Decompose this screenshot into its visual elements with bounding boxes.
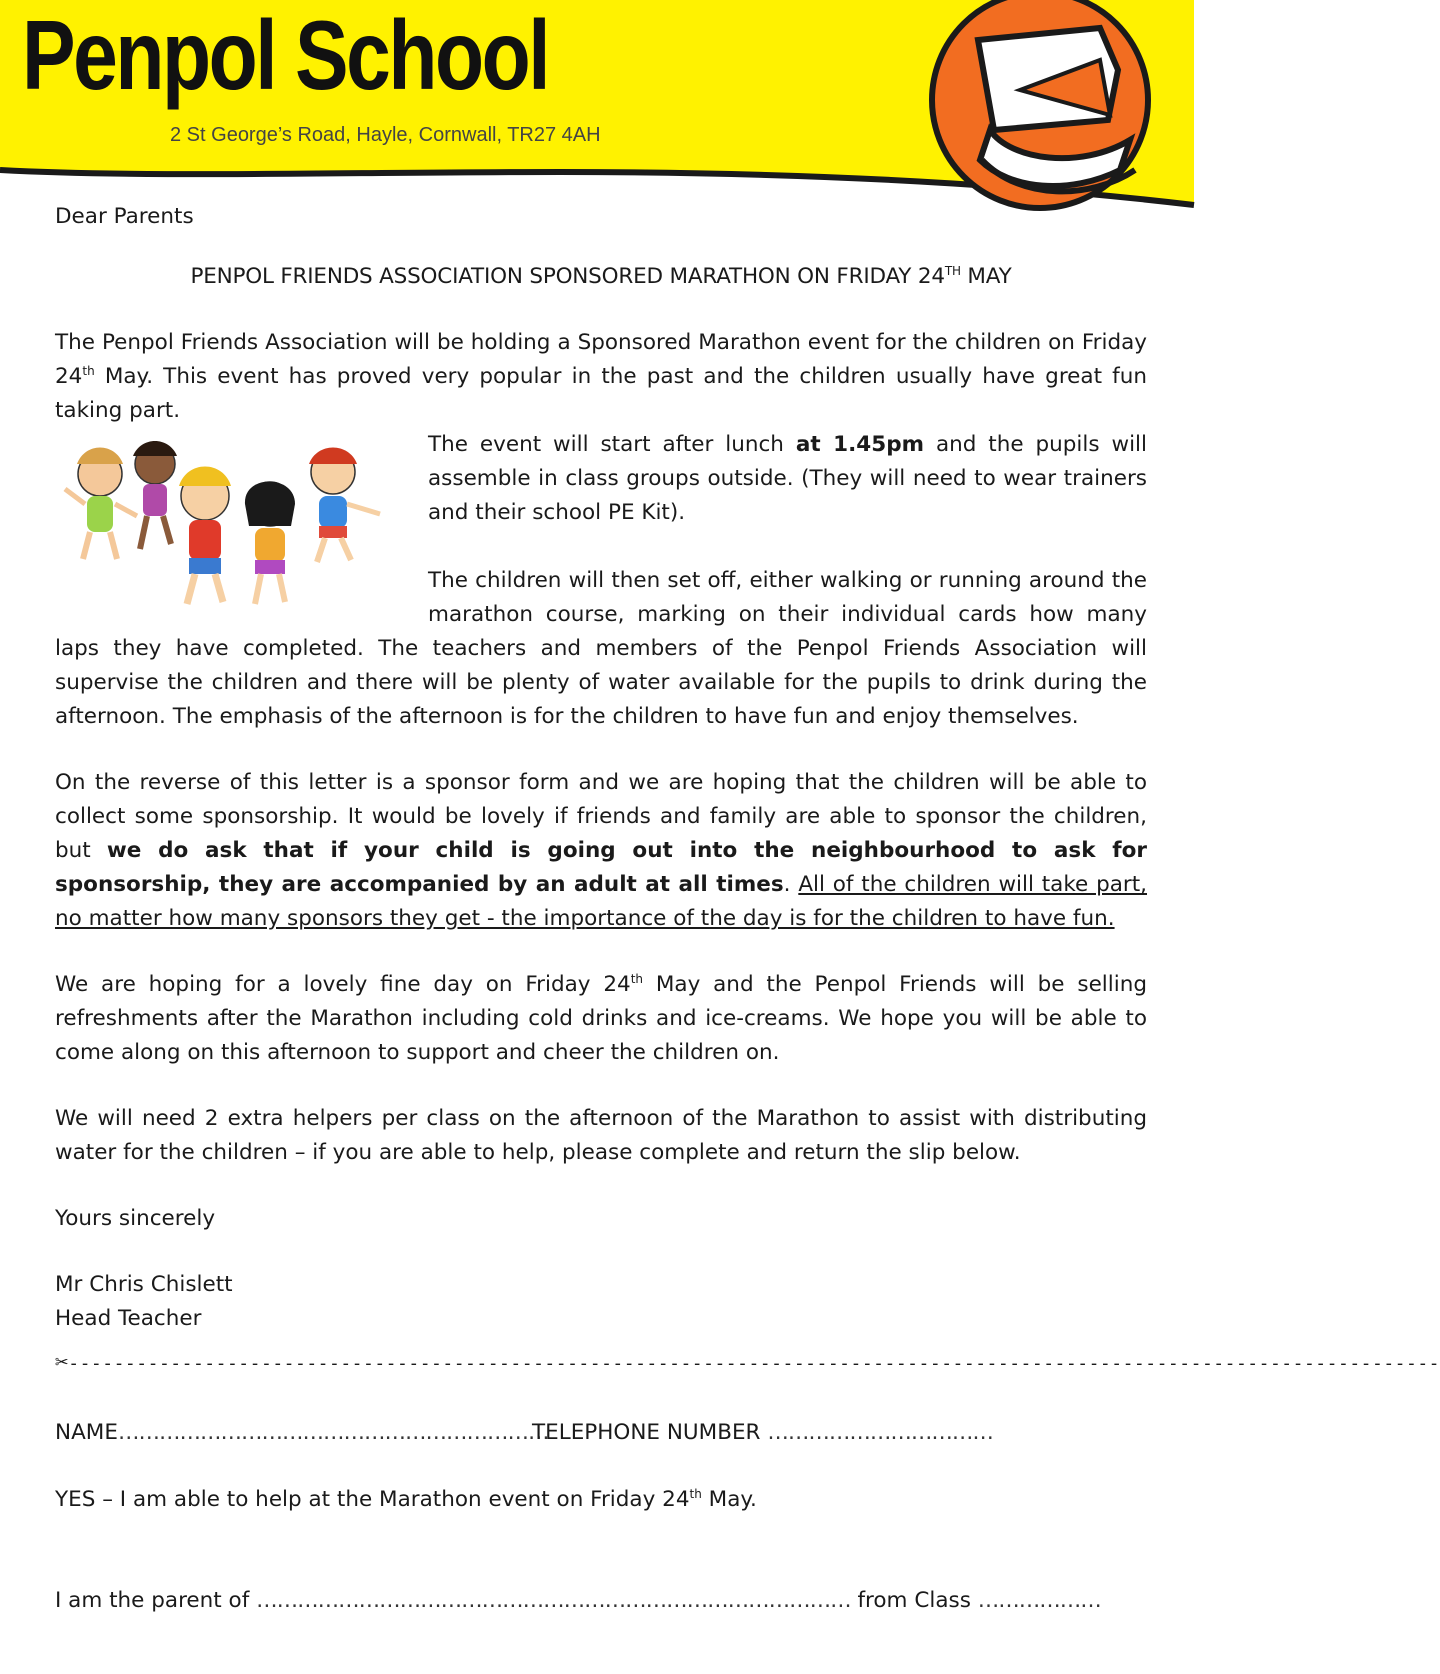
name-field[interactable]: ………………………………………………………	[117, 1420, 549, 1445]
phone-label: TELEPHONE NUMBER	[532, 1420, 761, 1445]
paragraph-sponsorship: On the reverse of this letter is a sponsor form and we are hoping that the children will be able to collect some sponsorship. It would be lovely if friends and family are able to sponsor the children, but we do ask that if your child is going out into the neighbourhood to ask for sponsorship, they are accompanied by an adult at all times. All of the children will take part, no matter how many sponsors they get - the importance of the day is for the children to have fun.	[55, 770, 1147, 931]
school-name: Penpol School	[22, 0, 549, 110]
phone-field[interactable]: ……………………………	[767, 1420, 993, 1445]
letterhead	[0, 0, 1194, 205]
paragraph-group-with-image	[55, 428, 1147, 734]
child-4	[245, 482, 295, 605]
signer-role: Head Teacher	[55, 1306, 202, 1331]
closing: Yours sincerely	[55, 1206, 216, 1231]
scissors-icon: ✂	[55, 1350, 69, 1375]
child-3	[179, 467, 231, 605]
paragraph-helpers: We will need 2 extra helpers per class on the afternoon of the Marathon to assist with distributing water for the children – if you are able to help, please complete and return the slip below.	[55, 1106, 1147, 1165]
child-5	[309, 448, 380, 563]
parent-label: I am the parent of	[55, 1588, 250, 1613]
paragraph-intro: The Penpol Friends Association will be holding a Sponsored Marathon event for the children on Friday 24th May. This event has proved very popular in the past and the children usually have great fun taking part.	[55, 330, 1147, 423]
letter-body	[55, 190, 1147, 1336]
school-logo	[932, 0, 1148, 208]
school-address: 2 St George’s Road, Hayle, Cornwall, TR27 4AH	[170, 124, 601, 146]
signer-name: Mr Chris Chislett	[55, 1272, 233, 1297]
slip-parent-row	[55, 1588, 1101, 1613]
running-children-illustration	[55, 434, 410, 619]
class-field[interactable]: ………………	[977, 1588, 1101, 1613]
cut-line	[55, 1350, 1440, 1380]
paragraph-start-time: The event will start after lunch at 1.45pm and the pupils will assemble in class groups outside. (They will need to wear trainers and their school PE Kit).	[428, 432, 1147, 525]
paragraph-refreshments: We are hoping for a lovely fine day on Friday 24th May and the Penpol Friends will be selling refreshments after the Marathon including cold drinks and ice-creams. We hope you will be able to come along on this afternoon to support and cheer the children on.	[55, 971, 1147, 1065]
parent-of-field[interactable]: ……………………………………………………………………………	[256, 1588, 851, 1613]
letter-title: PENPOL FRIENDS ASSOCIATION SPONSORED MARATHON ON FRIDAY 24TH MAY	[190, 263, 1012, 289]
slip-yes-row: YES – I am able to help at the Marathon event on Friday 24th May.	[55, 1486, 757, 1512]
slip-name-row	[55, 1420, 548, 1445]
paragraph-course: The children will then set off, either walking or running around the marathon course, marking on their individual cards how many laps they have completed. The teachers and members of the Penpol Friends Association will supervise the children and there will be plenty of water available for the pupils to drink during the afternoon. The emphasis of the afternoon is for the children to have fun and enjoy themselves.	[55, 568, 1147, 729]
name-label: NAME	[55, 1420, 118, 1445]
dashed-divider: -------------------------------------------------------------------------------------------------------------------------	[68, 1353, 1440, 1374]
child-2	[133, 441, 177, 549]
class-label: from Class	[857, 1588, 971, 1613]
slip-phone-row	[532, 1420, 993, 1445]
salutation: Dear Parents	[55, 204, 194, 229]
child-1	[65, 448, 137, 560]
